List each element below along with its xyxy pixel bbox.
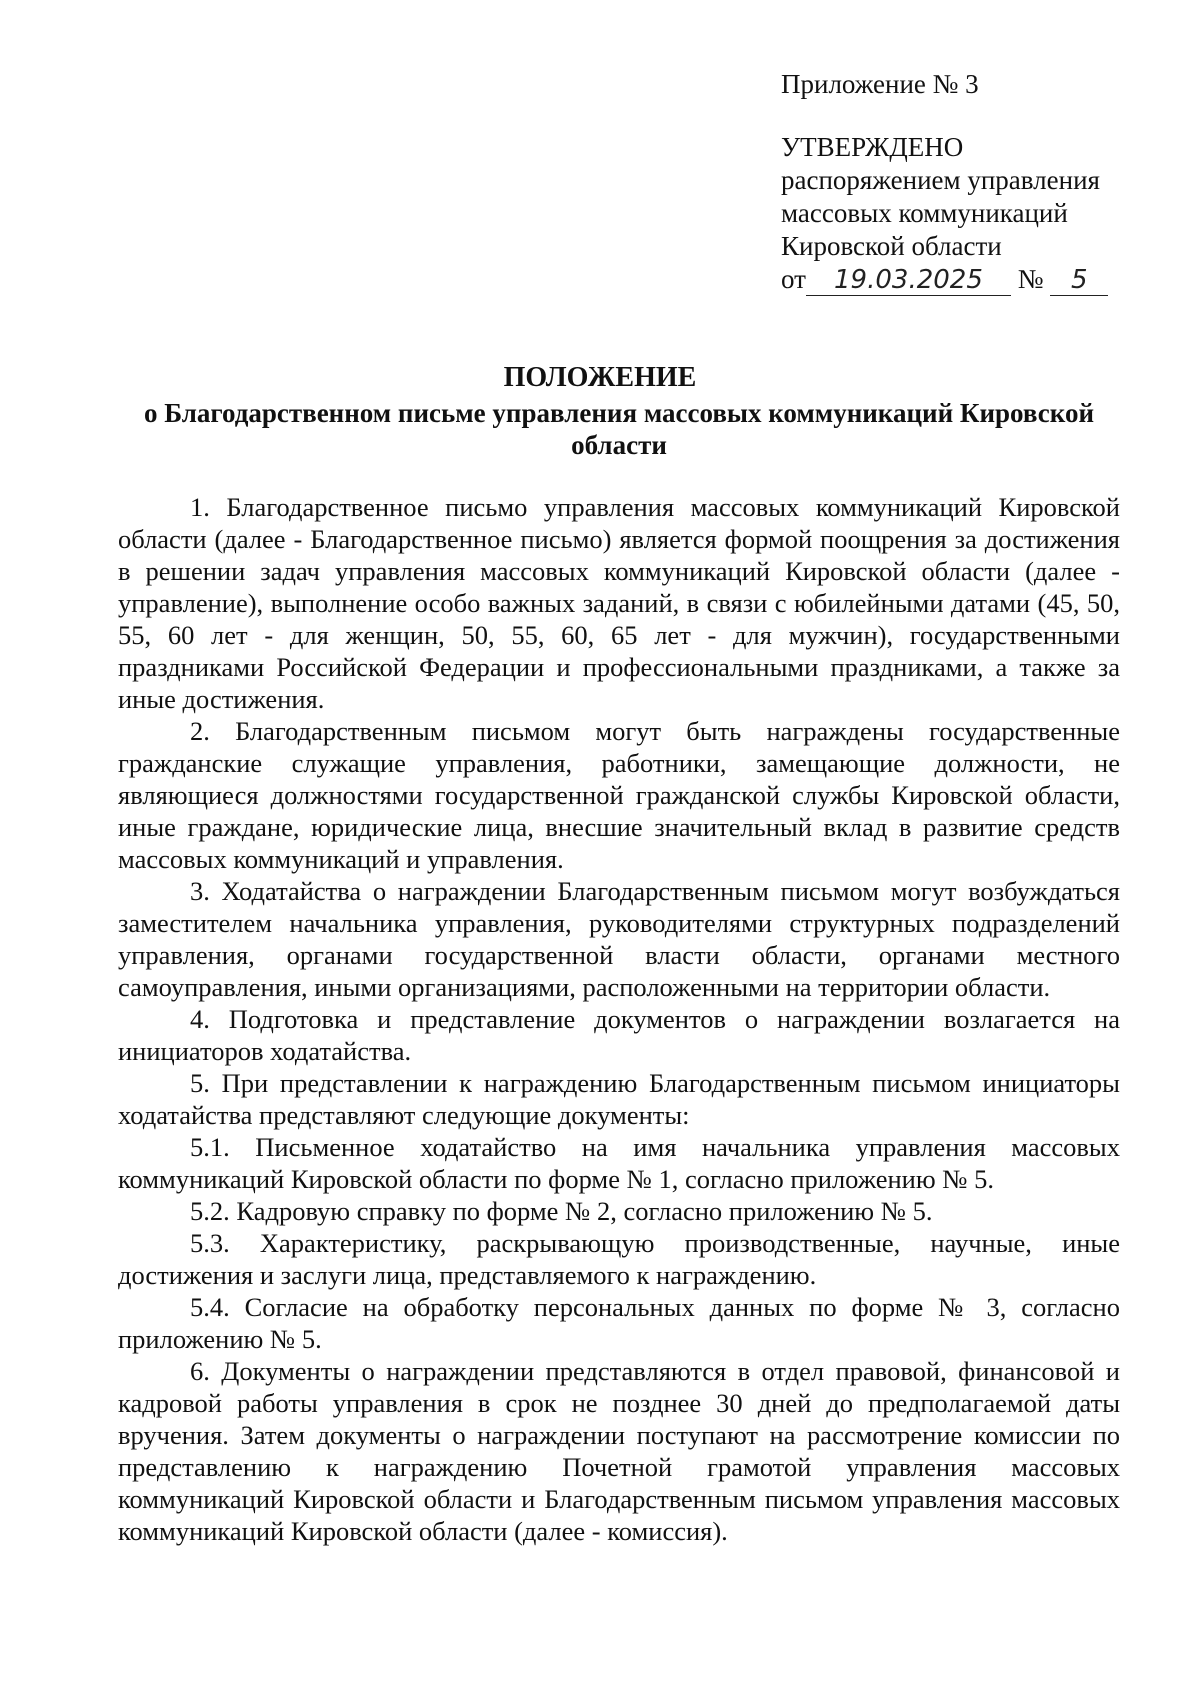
approval-line-2: массовых коммуникаций: [781, 198, 1068, 228]
approval-date-line: [781, 263, 1181, 296]
paragraph: 2. Благодарственным письмом могут быть награждены государственные гражданские служащие управления, работники, замещающие должности, не являющиеся должностями государственной гражданской службы Кировской области, иные граждане, юридические лица, внесшие значительный вклад в развитие средств массовых коммуникаций и управления.: [118, 716, 1120, 874]
approval-line-1: распоряжением управления: [781, 165, 1100, 195]
paragraph: 6. Документы о награждении представляются в отдел правовой, финансовой и кадровой работы управления в срок не позднее 30 дней до предполагаемой даты вручения. Затем документы о награждении поступают на рассмотрение комиссии по представлению к награждению Почетной грамотой управления массовых коммуникаций Кировской области и Благодарственным письмом управления массовых коммуникаций Кировской области (далее - комиссия).: [118, 1356, 1120, 1546]
approval-block: [781, 68, 1181, 296]
paragraph: 5.1. Письменное ходатайство на имя начальника управления массовых коммуникаций Кировской области по форме № 1, согласно приложению № 5.: [118, 1132, 1120, 1194]
date-prefix: от: [781, 264, 806, 294]
document-body: [118, 491, 1120, 1547]
document-subtitle: о Благодарственном письме управления массовых коммуникаций Кировской области: [143, 398, 1095, 460]
number-prefix: №: [1017, 264, 1044, 294]
paragraph: 5. При представлении к награждению Благодарственным письмом инициаторы ходатайства представляют следующие документы:: [118, 1068, 1120, 1130]
paragraph: 5.4. Согласие на обработку персональных данных по форме № 3, согласно приложению № 5.: [118, 1292, 1120, 1354]
handwritten-number: 5: [1050, 265, 1108, 296]
document-title: ПОЛОЖЕНИЕ: [503, 362, 697, 393]
paragraph: 5.2. Кадровую справку по форме № 2, согласно приложению № 5.: [190, 1196, 933, 1226]
annex-label: Приложение № 3: [781, 69, 979, 99]
paragraph: 5.3. Характеристику, раскрывающую производственные, научные, иные достижения и заслуги лица, представляемого к награждению.: [118, 1228, 1120, 1290]
approved-label: УТВЕРЖДЕНО: [781, 132, 964, 162]
paragraph: 4. Подготовка и представление документов о награждении возлагается на инициаторов ходатайства.: [118, 1004, 1120, 1066]
approval-line-3: Кировской области: [781, 231, 1002, 261]
paragraph: 1. Благодарственное письмо управления массовых коммуникаций Кировской области (далее - Благодарственное письмо) является формой поощрения за достижения в решении задач управления массовых коммуникаций Кировской области (далее - управление), выполнение особо важных заданий, в связи с юбилейными датами (45, 50, 55, 60 лет - для женщин, 50, 55, 60, 65 лет - для мужчин), государственными праздниками Российской Федерации и профессиональными праздниками, а также за иные достижения.: [118, 492, 1120, 714]
paragraph: 3. Ходатайства о награждении Благодарственным письмом могут возбуждаться заместителем начальника управления, руководителями структурных подразделений управления, органами государственной власти области, органами местного самоуправления, иными организациями, расположенными на территории области.: [118, 876, 1120, 1002]
handwritten-date: 19.03.2025: [806, 265, 1011, 296]
